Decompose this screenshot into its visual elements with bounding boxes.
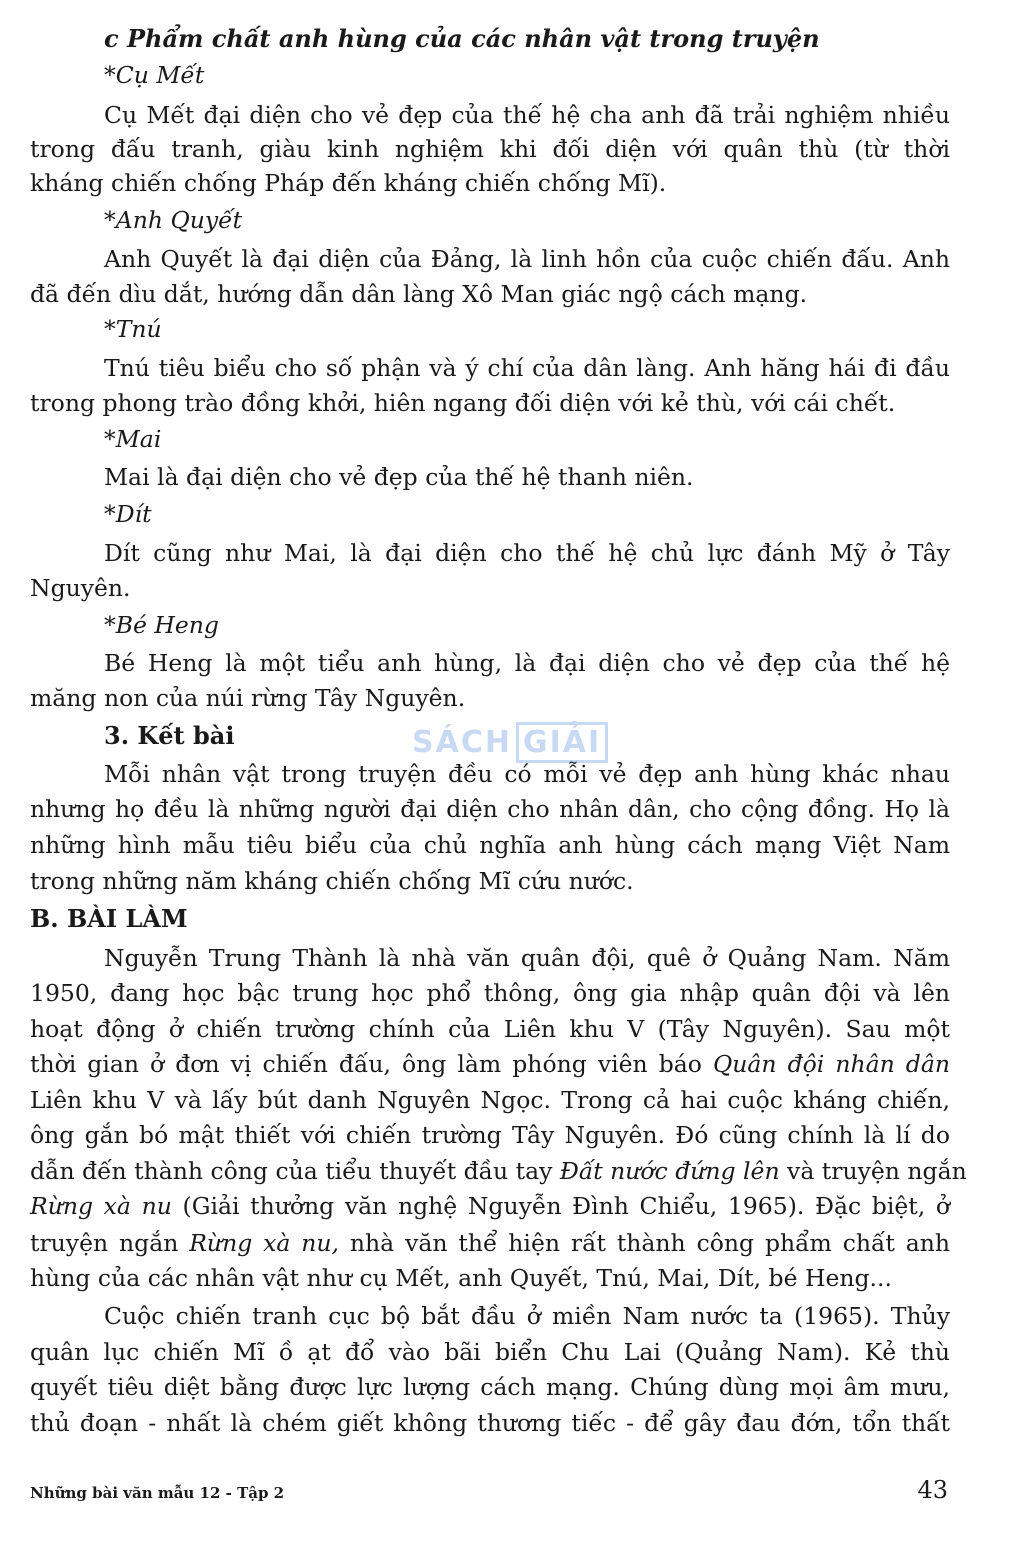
text-line: quyết tiêu diệt bằng được lực lượng cách mạng. Chúng dùng mọi âm mưu, (30, 1373, 950, 1401)
novel-title: Đất nước đứng lên (559, 1157, 780, 1185)
character-name: *Tnú (104, 315, 162, 343)
text-line: Anh Quyết là đại diện của Đảng, là linh hồn của cuộc chiến đấu. Anh (104, 245, 950, 273)
watermark-text: SÁCH (412, 725, 512, 760)
footer-book-title: Những bài văn mẫu 12 - Tập 2 (30, 1484, 285, 1502)
text-line (30, 1228, 950, 1258)
story-title: Rừng xà nu (30, 1192, 172, 1220)
text-line: Nguyên. (30, 574, 131, 602)
character-name: *Mai (104, 425, 162, 453)
text-line: Cụ Mết đại diện cho vẻ đẹp của thế hệ cha anh đã trải nghiệm nhiều (104, 101, 950, 129)
watermark-logo (412, 722, 632, 772)
text-line (30, 1049, 950, 1079)
text-line: trong những năm kháng chiến chống Mĩ cứu nước. (30, 867, 634, 895)
newspaper-title: Quân đội nhân dân (712, 1050, 950, 1078)
text-line: Nguyễn Trung Thành là nhà văn quân đội, quê ở Quảng Nam. Năm (104, 944, 950, 972)
heading-bai-lam: B. BÀI LÀM (30, 904, 188, 933)
text-line: Tnú tiêu biểu cho số phận và ý chí của dân làng. Anh hăng hái đi đầu (104, 354, 950, 382)
story-title: Rừng xà nu, (189, 1229, 340, 1257)
text-run: thời gian ở đơn vị chiến đấu, ông làm phóng viên báo (30, 1050, 713, 1078)
heading-ket-bai: 3. Kết bài (104, 721, 235, 750)
text-line: thủ đoạn - nhất là chém giết không thương tiếc - để gây đau đớn, tổn thất (30, 1409, 950, 1437)
text-line: Liên khu V và lấy bút danh Nguyên Ngọc. Trong cả hai cuộc kháng chiến, (30, 1086, 950, 1114)
text-line: trong phong trào đồng khởi, hiên ngang đối diện với kẻ thù, với cái chết. (30, 389, 896, 417)
heading-c: c Phẩm chất anh hùng của các nhân vật trong truyện (104, 24, 820, 53)
text-line: kháng chiến chống Pháp đến kháng chiến chống Mĩ). (30, 169, 667, 197)
text-line: hùng của các nhân vật như cụ Mết, anh Quyết, Tnú, Mai, Dít, bé Heng... (30, 1264, 892, 1292)
text-line (30, 1191, 950, 1221)
text-line: 1950, đang học bậc trung học phổ thông, ông gia nhập quân đội và lên (30, 979, 950, 1007)
text-line: nhưng họ đều là những người đại diện cho nhân dân, cho cộng đồng. Họ là (30, 795, 950, 823)
text-line: hoạt động ở chiến trường chính của Liên khu V (Tây Nguyên). Sau một (30, 1015, 950, 1043)
text-line: ông gắn bó mật thiết với chiến trường Tây Nguyên. Đó cũng chính là lí do (30, 1121, 950, 1149)
text-run: và truyện ngắn (779, 1157, 967, 1185)
watermark-box: GIẢI (516, 722, 608, 763)
text-line: Bé Heng là một tiểu anh hùng, là đại diện cho vẻ đẹp của thế hệ (104, 649, 950, 677)
text-line: Cuộc chiến tranh cục bộ bắt đầu ở miền Nam nước ta (1965). Thủy (104, 1302, 950, 1330)
character-name: *Dít (104, 500, 152, 528)
text-run: nhà văn thể hiện rất thành công phẩm chất anh (339, 1229, 950, 1257)
text-line (30, 1156, 967, 1186)
text-line: Mỗi nhân vật trong truyện đều có mỗi vẻ đẹp anh hùng khác nhau (104, 760, 950, 788)
text-line: những hình mẫu tiêu biểu của chủ nghĩa anh hùng cách mạng Việt Nam (30, 831, 950, 859)
text-run: dẫn đến thành công của tiểu thuyết đầu tay (30, 1157, 560, 1185)
page-number: 43 (917, 1476, 948, 1504)
text-line: quân lục chiến Mĩ ồ ạt đổ vào bãi biển Chu Lai (Quảng Nam). Kẻ thù (30, 1338, 950, 1366)
character-name: *Anh Quyết (104, 206, 243, 234)
text-line: Mai là đại diện cho vẻ đẹp của thế hệ thanh niên. (104, 463, 694, 491)
text-line: đã đến dìu dắt, hướng dẫn dân làng Xô Man giác ngộ cách mạng. (30, 280, 808, 308)
character-name: *Bé Heng (104, 611, 219, 639)
text-line: Dít cũng như Mai, là đại diện cho thế hệ chủ lực đánh Mỹ ở Tây (104, 539, 950, 567)
text-line: trong đấu tranh, giàu kinh nghiệm khi đối diện với quân thù (từ thời (30, 135, 950, 163)
text-run: (Giải thưởng văn nghệ Nguyễn Đình Chiểu, 1965). Đặc biệt, ở (171, 1192, 950, 1220)
text-line: măng non của núi rừng Tây Nguyên. (30, 684, 466, 712)
text-run: truyện ngắn (30, 1229, 190, 1257)
character-name: *Cụ Mết (104, 61, 205, 89)
